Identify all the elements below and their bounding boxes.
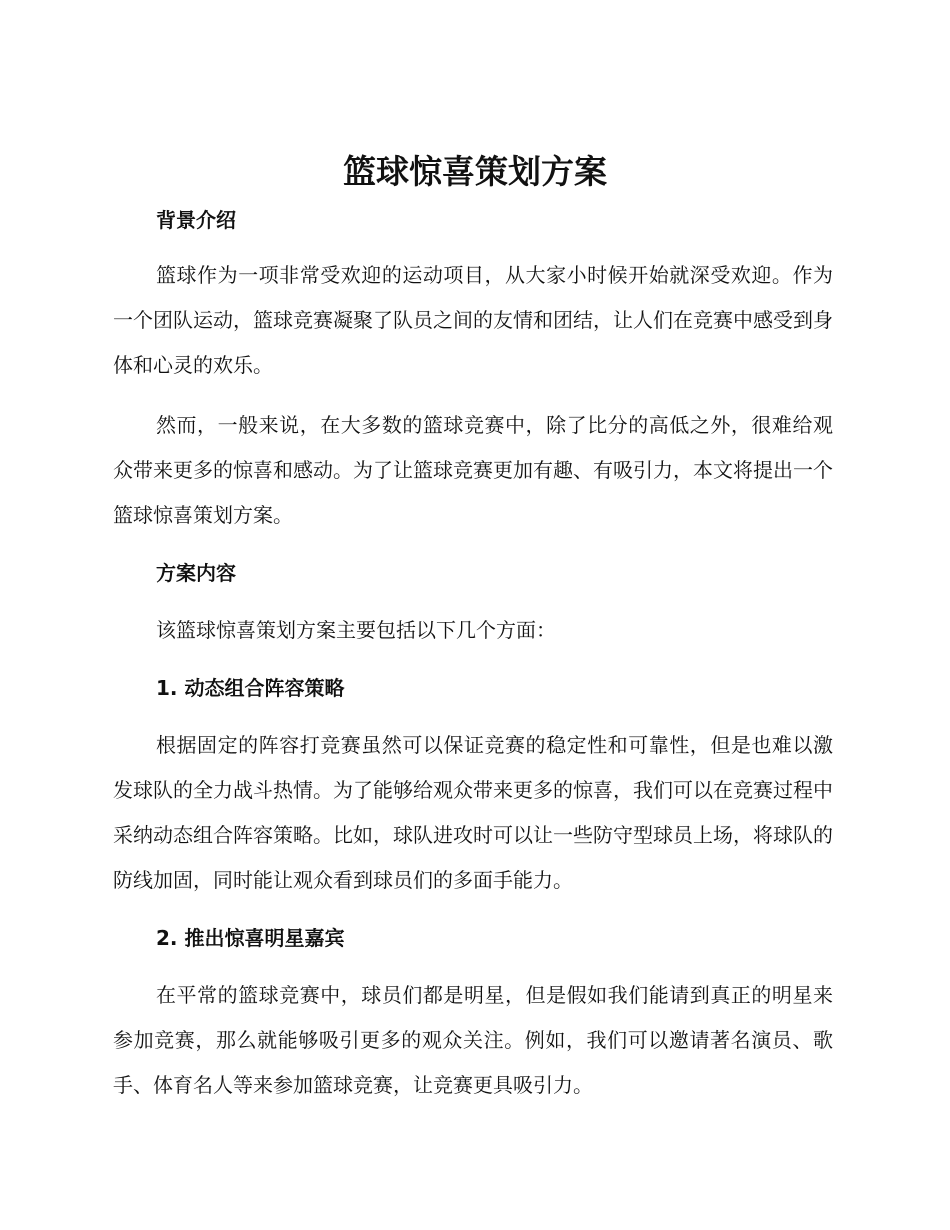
paragraph-background-2: 然而，一般来说，在大多数的篮球竞赛中，除了比分的高低之外，很难给观众带来更多的惊喜和感动。为了让篮球竞赛更加有趣、有吸引力，本文将提出一个篮球惊喜策划方案。 — [113, 413, 833, 527]
section-heading-lineup: 1. 动态组合阵容策略 — [156, 676, 345, 700]
paragraph-guest: 在平常的篮球竞赛中，球员们都是明星，但是假如我们能请到真正的明星来参加竞赛，那么就能够吸引更多的观众关注。例如，我们可以邀请著名演员、歌手、体育名人等来参加篮球竞赛，让竞赛更具吸引力。 — [113, 983, 833, 1097]
document-title: 篮球惊喜策划方案 — [343, 152, 607, 191]
paragraph-background-1: 篮球作为一项非常受欢迎的运动项目，从大家小时候开始就深受欢迎。作为一个团队运动，篮球竞赛凝聚了队员之间的友情和团结，让人们在竞赛中感受到身体和心灵的欢乐。 — [113, 263, 833, 377]
section-heading-plan: 方案内容 — [156, 561, 236, 585]
section-heading-background: 背景介绍 — [156, 208, 236, 232]
paragraph-plan-intro: 该篮球惊喜策划方案主要包括以下几个方面： — [156, 618, 556, 642]
paragraph-lineup: 根据固定的阵容打竞赛虽然可以保证竞赛的稳定性和可靠性，但是也难以激发球队的全力战斗热情。为了能够给观众带来更多的惊喜，我们可以在竞赛过程中采纳动态组合阵容策略。比如，球队进攻时可以让一些防守型球员上场，将球队的防线加固，同时能让观众看到球员们的多面手能力。 — [113, 733, 833, 892]
section-heading-guest: 2. 推出惊喜明星嘉宾 — [156, 926, 345, 950]
